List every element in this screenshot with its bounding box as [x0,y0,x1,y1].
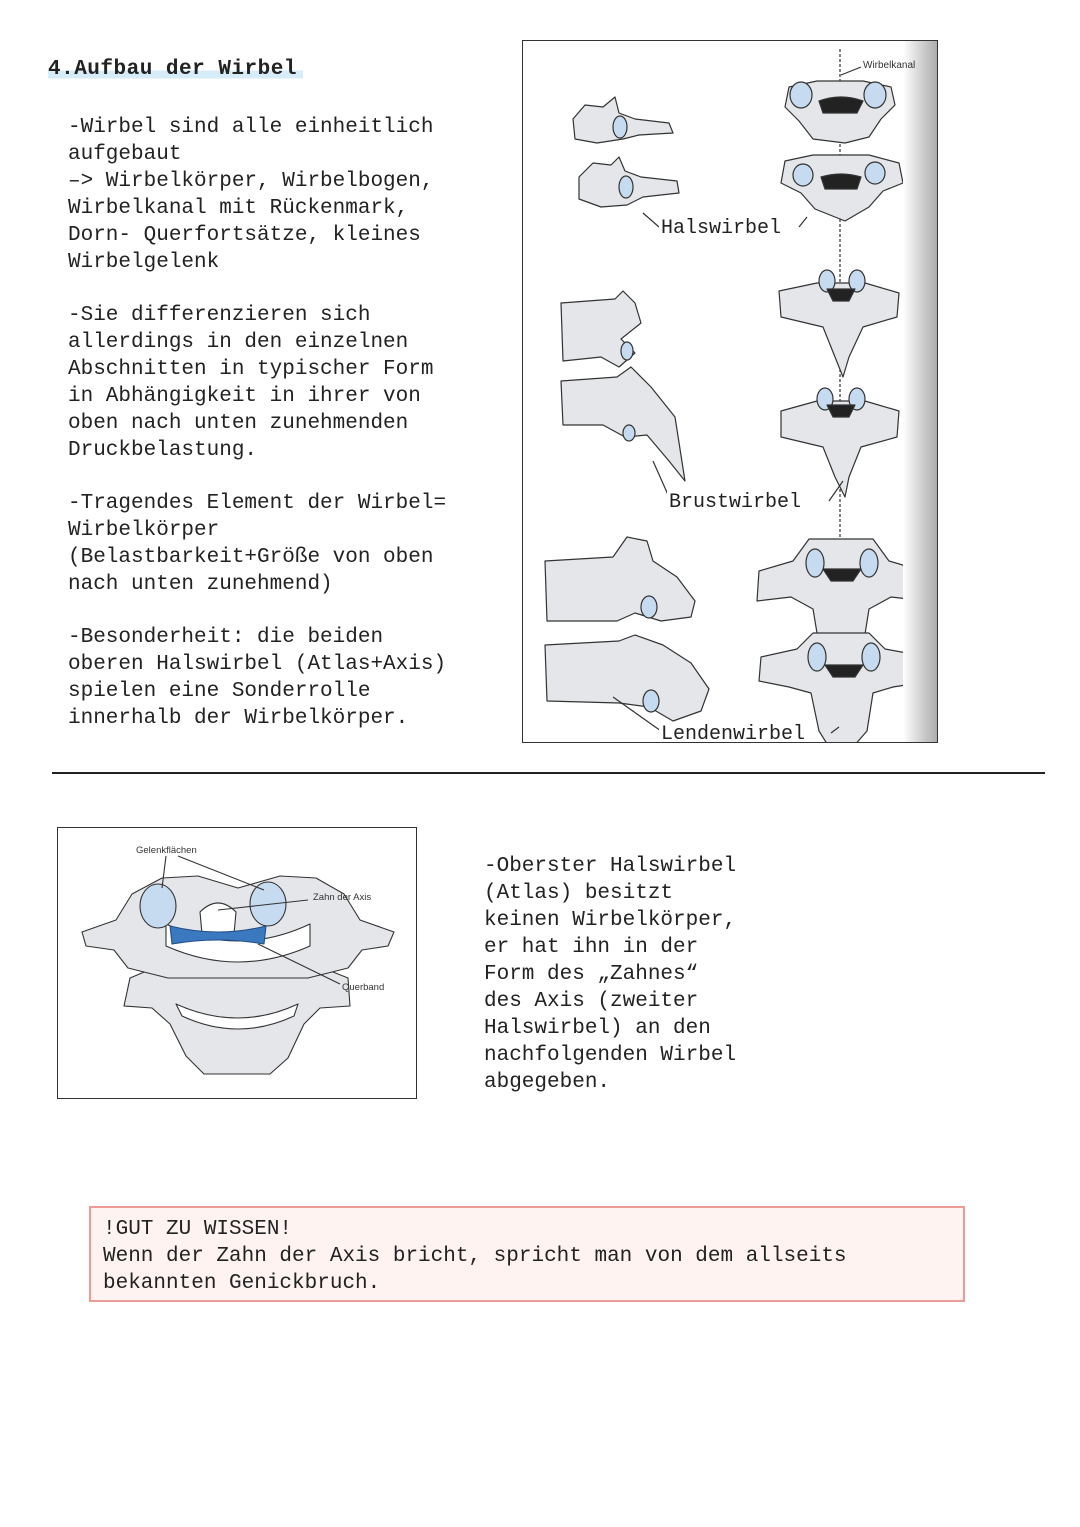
spine-illustration [523,41,938,743]
atlas-description: -Oberster Halswirbel (Atlas) besitzt keinen Wirbelkörper, er hat ihn in der Form des „Zahnes“ des Axis (zweiter Halswirbel) an den nachfolgenden Wirbel abgegeben. [484,855,737,1094]
section-heading: 4.Aufbau der Wirbel [48,58,303,81]
paragraph-load-bearing: -Tragendes Element der Wirbel= Wirbelkörper (Belastbarkeit+Größe von oben nach unten zunehmend) [68,492,447,596]
atlas-figure [57,827,417,1099]
spine-figure [522,40,938,743]
paragraph-differences: -Sie differenzieren sich allerdings in den einzelnen Abschnitten in typischer Form in Abhängigkeit in ihrer von oben nach unten zunehmenden Druckbelastung. [68,304,434,462]
good-to-know-callout [89,1206,965,1302]
label-gelenkflaechen: Gelenkflächen [136,845,197,856]
label-brustwirbel: Brustwirbel [669,491,802,514]
thoracic-lateral-2 [561,367,685,481]
lumbar-lateral-1 [545,537,695,621]
callout-title: !GUT ZU WISSEN! [103,1218,293,1241]
canal-label: Wirbelkanal [863,60,916,71]
joint-facet [613,116,627,138]
paragraph-structure: -Wirbel sind alle einheitlich aufgebaut –> Wirbelkörper, Wirbelbogen, Wirbelkanal mit Rückenmark, Dorn- Querfortsätze, kleines Wirbelgelenk [68,116,434,274]
callout-body: Wenn der Zahn der Axis bricht, spricht man von dem allseits bekannten Genickbruch. [103,1245,847,1295]
label-halswirbel: Halswirbel [661,217,782,240]
section-divider [52,772,1045,774]
label-zahn-der-axis: Zahn der Axis [313,892,372,903]
scan-shadow [903,41,938,742]
dens [200,903,236,934]
articular-surface-left [140,884,176,928]
atlas-illustration [58,828,417,1099]
joint-facet [619,176,633,198]
label-querband: Querband [342,982,385,993]
paragraph-special: -Besonderheit: die beiden oberen Halswirbel (Atlas+Axis) spielen eine Sonderrolle innerhalb der Wirbelkörper. [68,626,447,730]
lumbar-lateral-2 [545,635,709,721]
label-lendenwirbel: Lendenwirbel [659,723,807,743]
